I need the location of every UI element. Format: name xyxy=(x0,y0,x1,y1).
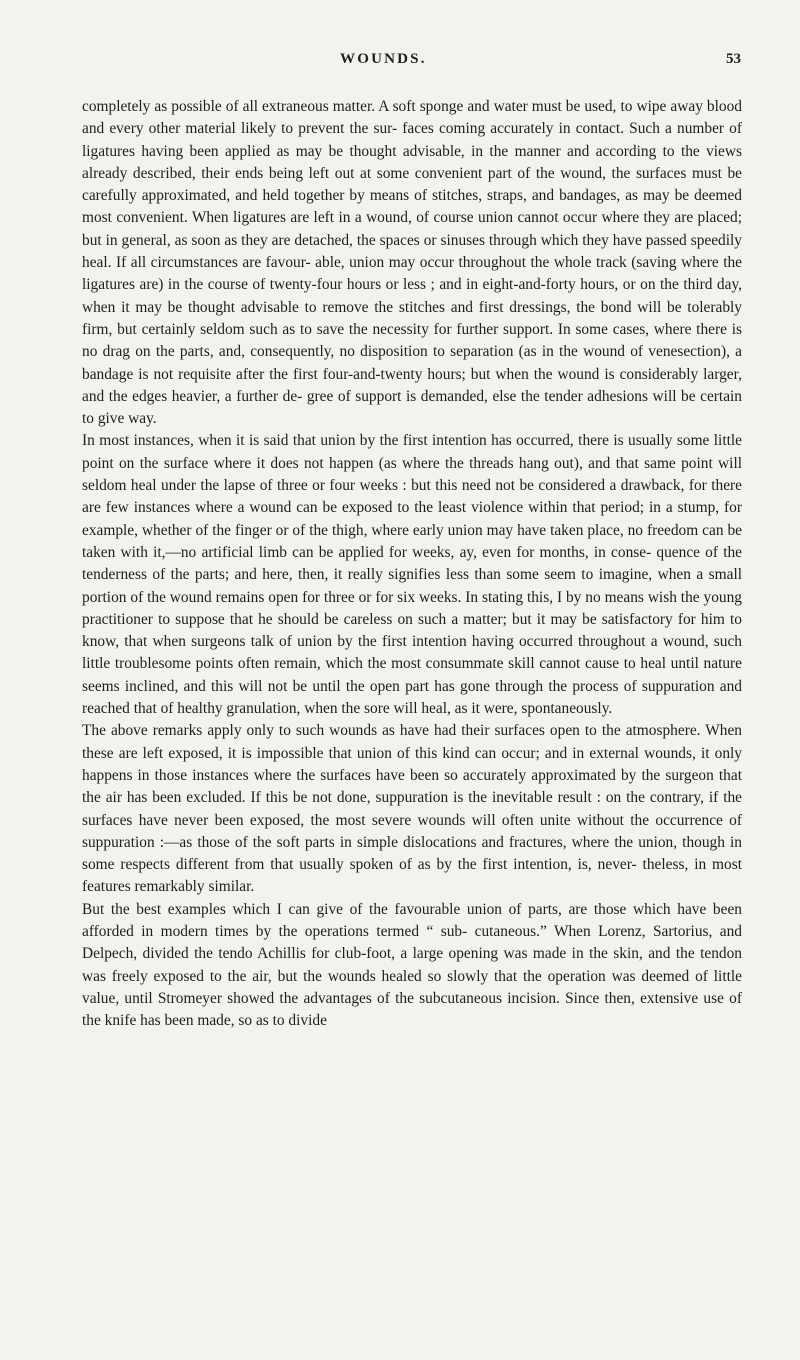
paragraph-1: completely as possible of all extraneous matter. A soft sponge and water must be used, to wipe away blood and every other material likely to prevent the sur- faces coming accurately in contact. Such a number of ligatures having been applied as may be thought advisable, in the manner and according to the views already described, their ends being left out at some convenient part of the wound, the surfaces must be carefully approximated, and held together by means of stitches, straps, and bandages, as may be deemed most convenient. When ligatures are left in a wound, of course union cannot occur where they are placed; but in general, as soon as they are detached, the spaces or sinuses through which they have passed speedily heal. If all circumstances are favour- able, union may occur throughout the whole track (saving where the ligatures are) in the course of twenty-four hours or less ; and in eight-and-forty hours, or on the third day, when it may be thought advisable to remove the stitches and first dressings, the bond will be tolerably firm, but certainly seldom such as to save the necessity for further support. In some cases, where there is no drag on the parts, and, consequently, no disposition to separation (as in the wound of venesection), a bandage is not requisite after the first four-and-twenty hours; but when the wound is considerably larger, and the edges heavier, a further de- gree of support is demanded, else the tender adhesions will be certain to give way. xyxy=(82,98,742,428)
running-title: WOUNDS. xyxy=(340,51,427,67)
paragraph-2: In most instances, when it is said that union by the first intention has occurred, there is usually some little point on the surface where it does not happen (as where the threads hang out), and that same point will seldom heal under the lapse of three or four weeks : but this need not be considered a drawback, for there are few instances where a wound can be exposed to the least violence within that period; in a stump, for example, whether of the finger or of the thigh, where early union may have taken place, no freedom can be taken with it,—no artificial limb can be applied for weeks, ay, even for months, in conse- quence of the tenderness of the parts; and here, then, it really signifies less than some seem to imagine, when a small portion of the wound remains open for three or for six weeks. In stating this, I by no means wish the young practitioner to suppose that he should be careless on such a matter; but it may be satisfactory for him to know, that when surgeons talk of union by the first intention having occurred throughout a wound, such little troublesome points often remain, which the most consummate skill cannot cause to heal until nature seems inclined, and this will not be until the open part has gone through the process of suppuration and reached that of healthy granulation, when the sore will heal, as it were, spontaneously. xyxy=(82,432,742,718)
running-head xyxy=(0,51,800,73)
paragraph-4: But the best examples which I can give of the favourable union of parts, are those which have been afforded in modern times by the operations termed “ sub- cutaneous.” When Lorenz, Sartorius, and Delpech, divided the tendo Achillis for club-foot, a large opening was made in the skin, and the tendon was freely exposed to the air, but the wounds healed so slowly that the operation was deemed of little value, until Stromeyer showed the advantages of the subcutaneous incision. Since then, extensive use of the knife has been made, so as to divide xyxy=(82,900,742,1030)
body-text xyxy=(82,96,742,1032)
page-number: 53 xyxy=(726,51,741,67)
paragraph-3: The above remarks apply only to such wounds as have had their surfaces open to the atmosphere. When these are left exposed, it is impossible that union of this kind can occur; and in external wounds, it only happens in those instances where the surfaces have been so accurately approximated by the surgeon that the air has been excluded. If this be not done, suppuration is the inevitable result : on the contrary, if the surfaces have never been exposed, the most severe wounds will often unite without the occurrence of suppuration :—as those of the soft parts in simple dislocations and fractures, where the union, though in some respects different from that usually spoken of as by the first intention, is, never- theless, in most features remarkably similar. xyxy=(82,722,742,896)
